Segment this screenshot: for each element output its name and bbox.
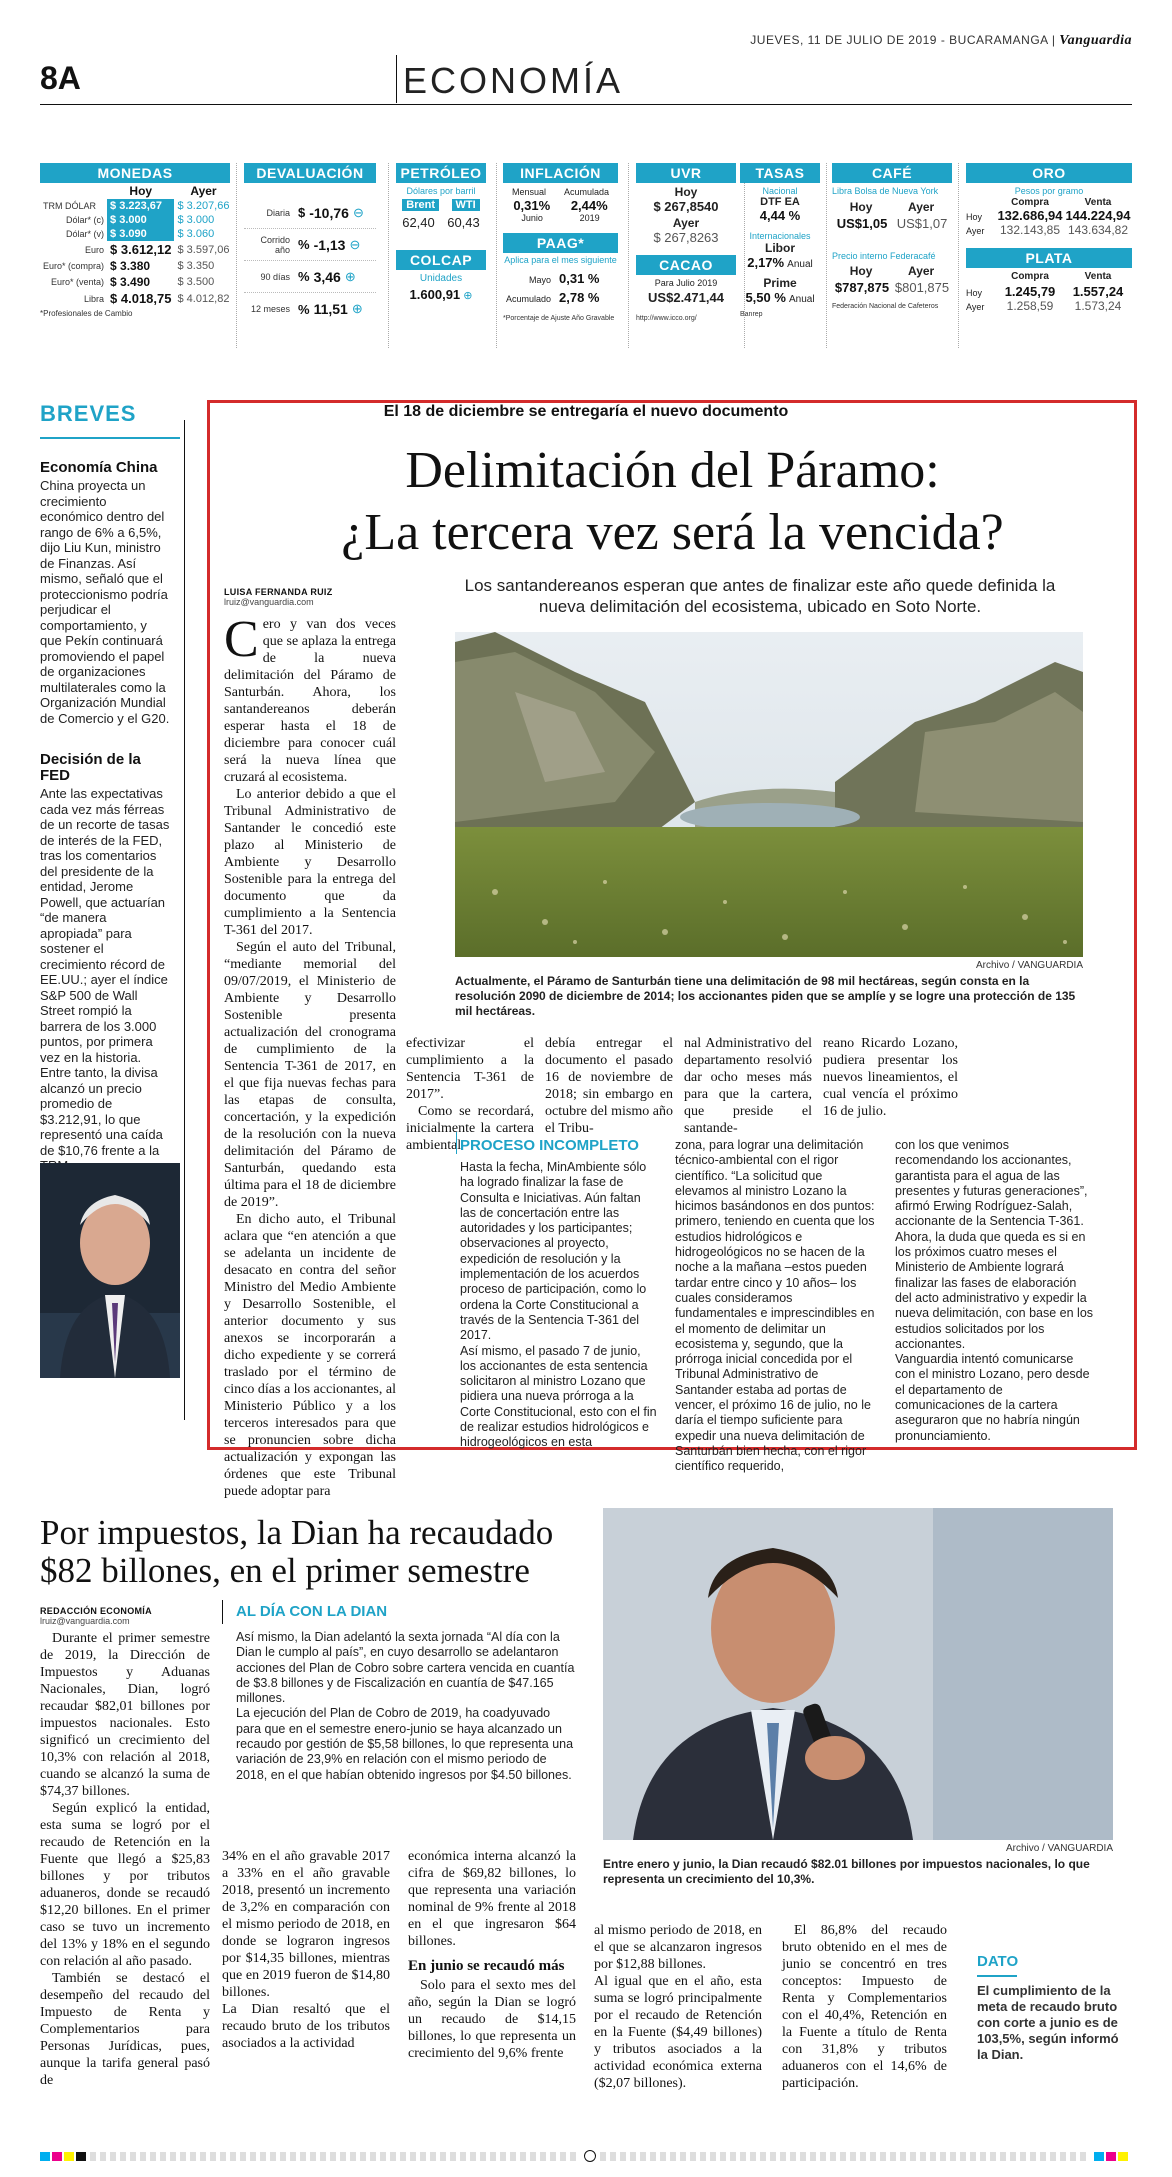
story2-byline: REDACCIÓN ECONOMÍA lruiz@vanguardia.com	[40, 1606, 152, 1626]
cafe-box: CAFÉ Libra Bolsa de Nueva York Hoy Ayer US$1,05 US$1,07 Precio interno Federacafé Hoy Ayer $787,875 $801,875 Federación Nacional de Cafeteros	[832, 163, 952, 310]
tasas-box: TASAS Nacional DTF EA 4,44 % Internacionales Libor 2,17% Anual Prime 5,50 % Anual Banrep	[740, 163, 820, 318]
feature-col5: reano Ricardo Lozano, pudiera presentar los nuevos lineamientos, el cual vencía el próximo 16 de julio.	[823, 1036, 958, 1119]
sidebar-col2: zona, para lograr una delimitación técnico-ambiental con el rigor científico. “La solicitud que elevamos al ministro Lozano la hicimos basándonos en dos puntos: primero, teniendo en cuenta que los estudios hidrológicos e hidrogeológicos no se hacen de la noche a la mañana –estos pueden tardar entre cinco y 10 años– los cuales consideramos fundamentales e imprescindibles en el momento de delimitar un ecosistema y, segundo, que la prórroga inicial concedida por el Tribunal Administrativo de Santander estaba ad portas de vencer, el próximo 16 de julio, no le daría el tiempo suficiente para expedir una nueva delimitación de Santurbán bien hecha, con el rigor científico requerido,	[675, 1138, 875, 1474]
powell-photo	[40, 1163, 180, 1378]
divider	[388, 163, 389, 348]
feature-kicker: El 18 de diciembre se entregaría el nuevo documento	[383, 403, 789, 420]
photo1-credit: Archivo / VANGUARDIA	[975, 960, 1083, 971]
sidebar-dian-text: Así mismo, la Dian adelantó la sexta jornada “Al día con la Dian le cumplo al país”, en cuyo desarrollo se adelantaron acciones del Plan de Cobro sobre cartera vencida en cuantía de $3.8 billones y de Fiscalización en cuantía de $47.165 millones. La ejecución del Plan de Cobro de 2019, ha coadyuvado para que en el semestre enero-junio se haya alcanzado un recaudo por gestión de $5,58 billones, lo que representa una variación de 23,9% en relación con el mismo periodo de 2018, en el que habían obtenido ingresos por $4.50 billones.	[236, 1630, 575, 1782]
sidebar-bracket	[456, 1132, 462, 1154]
dato-title: DATO	[977, 1953, 1019, 1970]
breves-divider	[184, 420, 185, 1420]
plata-title: PLATA	[966, 248, 1132, 268]
currency-row: Dólar* (v) $ 3.090 $ 3.060	[66, 228, 215, 240]
inflacion-box: INFLACIÓN Mensual Acumulada 0,31% 2,44% Junio 2019 PAAG* Aplica para el mes siguiente Mayo 0,31 % Acumulado 2,78 % *Porcentaje de Ajuste Año Gravable	[503, 165, 617, 322]
feature-col3: debía entregar el documento el pasado 16 de noviembre de 2018; sin embargo en octubre del mismo año el Tribu-	[545, 1036, 673, 1136]
story2-col4: al mismo periodo de 2018, en el que se alcanzaron ingresos por $12,88 billones. Al igual que en el año, esta suma se logró principalmente por el recaudo de Retención en la Fuente ($4,49 billones) y tributos asociados a la actividad económica externa ($2,07 billones).	[594, 1923, 762, 2091]
story2-col2: 34% en el año gravable 2017 a 33% en el año gravable 2018, presentó un incremento de 3,2% en comparación con el mismo periodo de 2018, en donde se lograron ingresos por $14,35 billones, mientras que en 2019 fueron de $14,80 billones. La Dian resaltó que el recaudo bruto de los tributos asociados a la actividad	[222, 1849, 390, 2051]
person-portrait-image	[603, 1508, 1113, 1840]
currency-row: Euro* (compra) $ 3.380 $ 3.350	[43, 259, 215, 273]
currency-row: Euro $ 3.612,12 $ 3.597,06	[85, 242, 230, 257]
header-divider	[396, 55, 397, 103]
landscape-image	[455, 632, 1083, 957]
feature-subhead: Los santandereanos esperan que antes de finalizar este año quede definida la nueva delimitación del ecosistema, ubicado en Soto Norte.	[464, 576, 1056, 616]
page-number: 8A	[40, 60, 81, 96]
monedas-title: MONEDAS	[40, 163, 230, 183]
story2-col3: económica interna alcanzó la cifra de $69,82 billones, lo que representa una variación nominal de 9% frente al 2018 en el que ingresaron $64 billones. En junio se recaudó más Solo para el sexto mes del año, según la Dian se logró un recaudo de $14,15 billones, lo que representa un crecimiento del 9,6% frente	[408, 1849, 576, 2061]
sidebar-title-dian: AL DÍA CON LA DIAN	[236, 1603, 388, 1620]
currency-row: TRM DÓLAR $ 3.223,67 $ 3.207,66	[43, 200, 230, 212]
section-title: ECONOMÍA	[403, 60, 624, 101]
breves-rule	[40, 437, 180, 439]
feature-col4: nal Administrativo del departamento resolvió dar ocho meses más para que la cartera, que preside el santande-	[684, 1036, 812, 1136]
currency-row: Dólar* (c) $ 3.000 $ 3.000	[66, 214, 215, 226]
sidebar-col1: Hasta la fecha, MinAmbiente sólo ha logrado finalizar la fase de Consulta e Iniciativas. Aún faltan las de concertación entre las autoridades y los participantes; observaciones al proyecto, expedición de resolución y la implementación de los acuerdos proceso de participación, como lo ordena la Corte Constitucional a través de la Sentencia T-361 del 2017. Así mismo, el pasado 7 de junio, los accionantes de esta sentencia solicitaron al ministro Lozano que pidiera una nueva prórroga a la Corte Constitucional, esto con el fin de realizar estudios hidrológicos e hidrogeológicos en esta	[460, 1160, 657, 1450]
cacao-title: CACAO	[636, 255, 736, 275]
story2-headline: Por impuestos, la Dian ha recaudado $82 billones, en el primer semestre	[40, 1513, 554, 1590]
feature-byline: LUISA FERNANDA RUIZ lruiz@vanguardia.com	[224, 587, 333, 607]
divider	[496, 163, 497, 348]
brief-china: Economía China China proyecta un crecimiento económico dentro del rango de 6% a 6,5%, dijo Liu Kun, ministro de Finanzas. Así mismo, señaló que el proteccionismo podría perjudicar el comportamiento, y que Pekín continuará promoviendo el papel de organizaciones multilaterales como la Organización Mundial de Comercio y el G20.	[40, 459, 170, 726]
arrow-down-icon: ⊖	[349, 236, 361, 252]
divider	[958, 163, 959, 348]
photo1-caption: Actualmente, el Páramo de Santurbán tiene una delimitación de 98 mil hectáreas, según consta en la resolución 2090 de diciembre de 2014; los accionantes piden que se amplíe y se logre una protección de 135 mil hectáreas.	[455, 974, 1076, 1018]
divider	[628, 163, 629, 348]
arrow-up-icon: ⊕	[463, 290, 473, 302]
print-color-bar	[40, 2152, 1132, 2161]
paramo-photo	[455, 632, 1083, 957]
dato-text: El cumplimiento de la meta de recaudo bruto con corte a junio es de 103,5%, según informó la Dian.	[977, 1983, 1119, 2062]
monedas-box: MONEDAS Hoy Ayer TRM DÓLAR $ 3.223,67 $ 3.207,66 Dólar* (c) $ 3.000 $ 3.000 Dólar* (v) $ 3.090 $ 3.060 Euro $ 3.612,12 $ 3.597,06 Euro* (compra) $ 3.380 $ 3.350 Euro* (venta) $ 3.490 $ 3.500 Libra $ 4.018,75 $ 4.012,82 *Profesionales de Cambio	[40, 163, 230, 318]
person-portrait-image	[40, 1163, 180, 1378]
sidebar-bracket	[222, 1600, 232, 1624]
brand-logo: Vanguardia	[1059, 33, 1132, 48]
arrow-up-icon: ⊕	[351, 301, 363, 316]
arrow-down-icon: ⊖	[352, 204, 364, 220]
divider	[236, 163, 237, 348]
breves-title: BREVES	[40, 401, 137, 426]
divider	[826, 163, 827, 348]
arrow-up-icon: ⊕	[344, 268, 356, 284]
sidebar-col3: con los que venimos recomendando los accionantes, garantista para el agua de las presentes y futuras generaciones”, afirmó Erwing Rodríguez-Salah, accionante de la Sentencia T-361. Ahora, la duda que queda es si en los próximos cuatro meses el Ministerio de Ambiente logrará finalizar las fases de elaboración del acto administrativo y expedir la nueva delimitación, con base en los estudios solicitados por los accionantes. Vanguardia intentó comunicarse con el ministro Lozano, pero desde el departamento de comunicaciones de la cartera aseguraron que no habría ningún pronunciamiento.	[895, 1138, 1094, 1443]
currency-row: Libra $ 4.018,75 $ 4.012,82	[84, 291, 230, 306]
devaluacion-box: DEVALUACIÓN Diaria $ -10,76 ⊖ Corrido año % -1,13 ⊖ 90 días % 3,46 ⊕ 12 meses % 11,51 ⊕	[244, 163, 376, 325]
sidebar-title-proceso: PROCESO INCOMPLETO	[460, 1137, 639, 1154]
uvr-box: UVR Hoy $ 267,8540 Ayer $ 267,8263 CACAO Para Julio 2019 US$2.471,44 http://www.icco.org/	[636, 163, 736, 322]
petroleo-box: PETRÓLEO Dólares por barril Brent WTI 62,40 60,43 COLCAP Unidades 1.600,91 ⊕	[396, 163, 486, 302]
dato-rule	[977, 1975, 1017, 1977]
currency-row: Euro* (venta) $ 3.490 $ 3.500	[51, 275, 215, 289]
header-rule	[40, 104, 1132, 105]
dian-director-photo	[603, 1508, 1113, 1840]
brief-fed: Decisión de la FED Ante las expectativas cada vez más férreas de un recorte de tasas de interés de la FED, tras los comentarios del presidente de la entidad, Jerome Powell, que actuarían “de manera apropiada” para sostener el crecimiento récord de EE.UU.; ayer el índice S&P 500 de Wall Street rompió la barrera de los 3.000 puntos, por primera vez en la historia. Entre tanto, la divisa alcanzó un precio promedio de $3.212,91, lo que representó una caída de $10,76 frente a la	[40, 751, 170, 1158]
paag-title: PAAG*	[503, 233, 618, 253]
photo2-credit: Archivo / VANGUARDIA	[1005, 1843, 1113, 1854]
feature-col2: efectivizar el cumplimiento a la Sentencia T-361 de 2017”. Como se recordará, inicialmente la cartera ambiental	[406, 1036, 534, 1153]
story2-col5: El 86,8% del recaudo bruto obtenido en el mes de junio se concentró en tres conceptos: Impuesto de Renta y Complementarios con el 40,4%, Retención en la Fuente a título de Renta con 31,8% y tributos aduaneros con el 14,6% de participación.	[782, 1923, 947, 2091]
colcap-title: COLCAP	[396, 250, 486, 270]
dateline: JUEVES, 11 DE JULIO DE 2019 - BUCARAMANGA | Vanguardia	[750, 33, 1132, 48]
story2-col1: Durante el primer semestre de 2019, la Dirección de Impuestos y Aduanas Nacionales, Dian, logró recaudar $82,01 billones por impuestos nacionales. Esto significó un crecimiento del 10,3% con relación al 2018, cuando se alcanzó la suma de $74,37 billones. Según explicó la entidad, esta suma se logró por el recaudo de Retención en la Fuente que llegó a $25,83 billones y por tributos aduaneros, donde se recaudó $12,20 billones. En el primer caso se tuvo un incremento del 13% y 18% en el segundo con relación al año pasado. También se destacó el desempeño del recaudo del Impuesto de Renta y Complementarios para Personas Jurídicas, pues, aunque la tarifa general pasó de	[40, 1631, 210, 2088]
photo2-caption: Entre enero y junio, la Dian recaudó $82.01 billones por impuestos nacionales, lo que representa un crecimiento del 10,3%.	[603, 1857, 1090, 1886]
feature-headline: Delimitación del Páramo: ¿La tercera vez será la vencida?	[341, 442, 1004, 561]
oro-box: ORO Pesos por gramo Compra Venta Hoy 132.686,94 144.224,94 Ayer 132.143,85 143.634,82 PLATA Compra Venta Hoy 1.245,79 1.557,24 Ayer 1.258,59 1.573,24	[966, 165, 1131, 313]
feature-col1: Cero y van dos veces que se aplaza la entrega de la nueva delimitación del Páramo de Santurbán. Ahora, los santandereanos deberán esperar hasta el 18 de diciembre para conocer cuál será la nueva línea que cruzará al ecosistema. Lo anterior debido a que el Tribunal Administrativo de Santander le concedió este plazo al Ministerio de Ambiente y Desarrollo Sostenible para la entrega del documento que da cumplimiento a la Sentencia T-361 del 2017. Según el auto del Tribunal, “mediante memorial del 09/07/2019, el Ministerio de Ambiente y Desarrollo Sostenible presenta actualización del cronograma de cumplimiento de la Sentencia T-361 de 2017, en el que fija nuevas fechas para las etapas de consulta, concertación, y la expedición de la resolución con la nueva delimitación del Páramo de Santurbán, quedando esta última para el 18 de diciembre de 2019”. En dicho auto, el Tribunal aclara que “en atención a que se adelanta un incidente de desacato en contra del señor Ministro del Medio Ambiente y Desarrollo Sostenible, el anterior documento y sus anexos se incorporarán a dicho expediente y se correrá traslado por el término de cinco días a los accionantes, al Ministerio Público y a los terceros interesados para que se pronuncien sobre dicha actualización y expongan las órdenes que este Tribunal puede adoptar para	[224, 611, 396, 1499]
